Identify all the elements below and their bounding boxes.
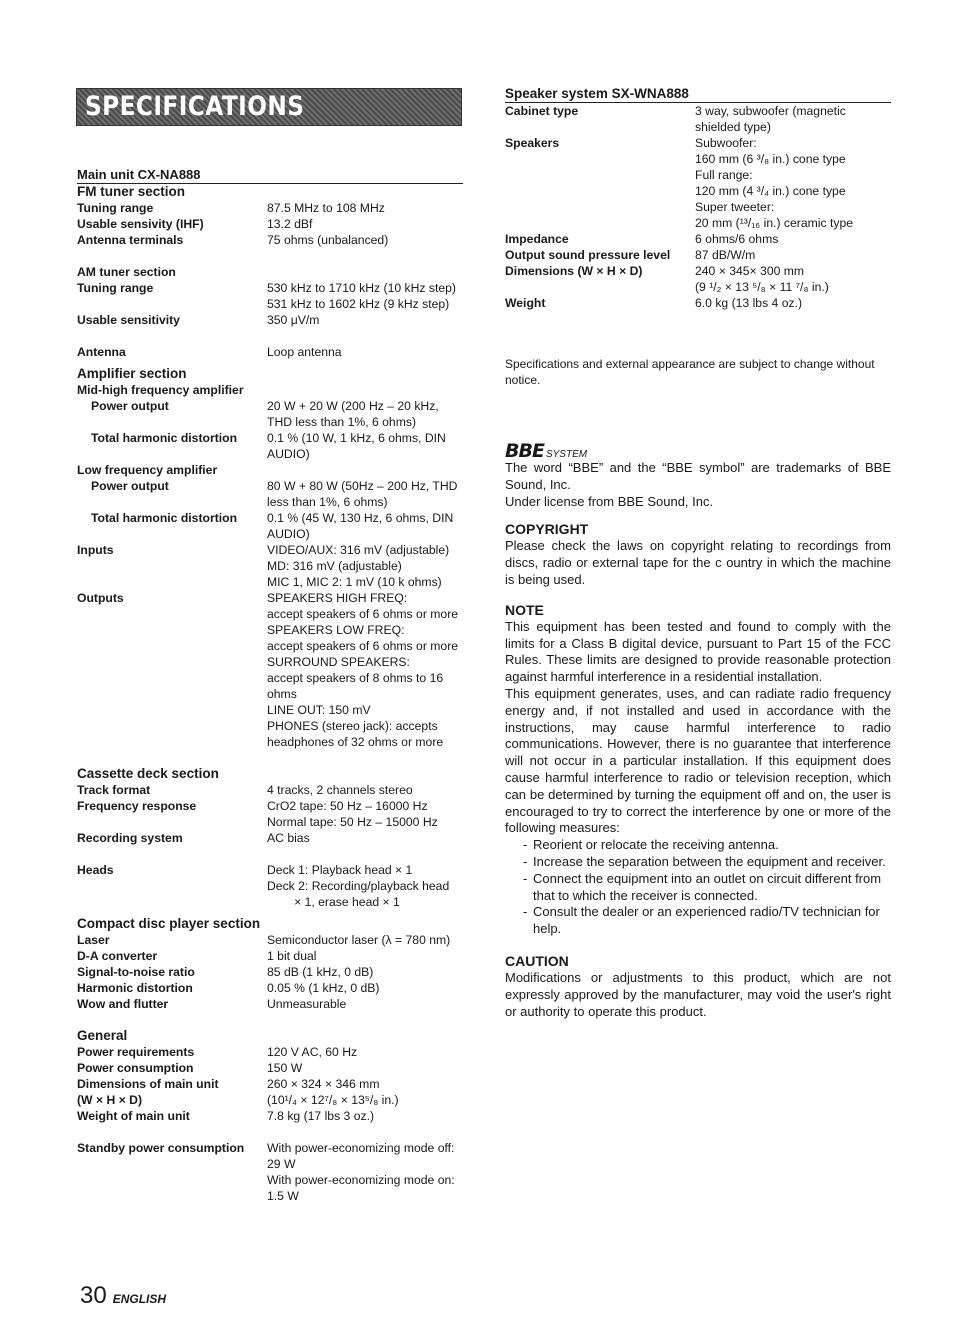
spec-change-notice: Specifications and external appearance are subject to change without notice. [505,357,875,387]
value-line: headphones of 32 ohms or more [267,735,444,749]
spec-row [505,247,891,263]
spec-label: Speakers [505,136,560,150]
spec-label: Impedance [505,232,569,246]
spec-row [77,932,463,948]
page-language: ENGLISH [112,1292,167,1306]
spec-value [267,862,463,910]
spec-label: D-A converter [77,949,158,963]
cd-player-section [77,916,463,1012]
value-line: With power-economizing mode on: [267,1173,455,1187]
value-line: VIDEO/AUX: 316 mV (adjustable) [267,543,450,557]
spec-row [77,200,463,216]
page-number: 30 [80,1282,107,1309]
spec-label: Heads [77,863,114,877]
spec-label: Output sound pressure level [505,248,671,262]
spec-label: Usable sensitivity [77,313,180,327]
value-line: 531 kHz to 1602 kHz (9 kHz step) [267,297,450,311]
value-line: 350 μV/m [267,313,320,327]
spec-value [695,103,891,135]
spec-row [77,1044,463,1060]
general-section [77,1028,463,1204]
cassette-deck-section [77,766,463,910]
value-line: × 1, erase head × 1 [267,895,400,909]
fm-section-title: FM tuner section [77,184,186,199]
bbe-logo [505,442,891,460]
spec-row [77,862,463,910]
standby-power-value [267,1140,463,1204]
spec-row [77,980,463,996]
spec-label: Recording system [77,831,183,845]
value-line: (9 ¹/₂ × 13 ⁵/₈ × 11 ⁷/₈ in.) [695,280,829,294]
value-line: ohms [267,687,297,701]
note-paragraph-2: This equipment generates, uses, and can radiate radio frequency energy and, if not installed and used in accordance with the instructions, may cause harmful interference to radio communications. However, there is no guarantee that interference will not occur in a particular installation. If this equipment does cause harmful interference to radio or television reception, which can be determined by turning the equipment off and on, the user is encouraged to try to correct the interference by one or more of the following measures: [505,685,891,836]
value-line: Full range: [695,168,753,182]
spec-value [267,280,463,312]
spec-label: Harmonic distortion [77,981,193,995]
spec-row [77,948,463,964]
spec-label: Cabinet type [505,104,579,118]
fm-spec-list [77,200,463,248]
spec-value [267,1092,463,1108]
spec-label: Laser [77,933,110,947]
mid-thd-label: Total harmonic distortion [91,431,238,445]
low-thd-label: Total harmonic distortion [91,511,238,525]
value-line: THD less than 1%, 6 ohms) [267,415,417,429]
spec-value [267,1108,463,1124]
spec-label: Dimensions of main unit [77,1077,219,1091]
value-line: (10¹/₄ × 12⁷/₈ × 13⁵/₈ in.) [267,1093,399,1107]
mid-power-output-value [267,398,463,430]
spec-row [505,295,891,311]
spec-value [267,980,463,996]
spec-row [77,216,463,232]
value-line: 20 W + 20 W (200 Hz – 20 kHz, [267,399,439,413]
value-line: 75 ohms (unbalanced) [267,233,389,247]
note-title: NOTE [505,601,544,618]
left-column [77,167,463,1204]
spec-value [267,948,463,964]
spec-value [267,1044,463,1060]
spec-label: (W × H × D) [77,1093,143,1107]
value-line: 260 × 324 × 346 mm [267,1077,380,1091]
copyright-text: Please check the laws on copyright relating to recordings from discs, radio or external tape for the c ountry in which the machine is being used. [505,538,891,587]
spec-row [77,782,463,798]
value-line: 120 V AC, 60 Hz [267,1045,358,1059]
inputs-label: Inputs [77,543,114,557]
value-line: Normal tape: 50 Hz – 15000 Hz [267,815,438,829]
bbe-mark: BBE [505,440,544,462]
general-spec-list [77,1044,463,1124]
page-footer [80,1283,166,1309]
value-line: Unmeasurable [267,997,347,1011]
value-line: 0.1 % (45 W, 130 Hz, 6 ohms, DIN [267,511,454,525]
value-line: 120 mm (4 ³/₄ in.) cone type [695,184,846,198]
spec-value [695,263,891,295]
spec-row [77,996,463,1012]
fm-tuner-section [77,184,463,248]
bbe-trademark-text: The word “BBE” and the “BBE symbol” are trademarks of BBE Sound, Inc. [505,460,891,492]
spec-row [77,344,463,360]
spec-value [695,135,891,231]
value-line: MD: 316 mV (adjustable) [267,559,402,573]
value-line: SPEAKERS LOW FREQ: [267,623,405,637]
value-line: AUDIO) [267,527,310,541]
note-paragraph-1: This equipment has been tested and found to comply with the limits for a Class B digital device, pursuant to Part 15 of the FCC Rules. These limits are designed to provide reasonable protection against harmful interference in a residential installation. [505,618,891,685]
spec-value [267,1060,463,1076]
spec-value [267,830,463,846]
mid-thd-value [267,430,463,462]
cassette-spec-list [77,782,463,910]
outputs-value [267,590,463,750]
spec-row [505,263,891,295]
spec-row [77,280,463,312]
value-line: 85 dB (1 kHz, 0 dB) [267,965,374,979]
low-power-output-label: Power output [91,479,169,493]
spec-row [77,1060,463,1076]
spec-label: Power requirements [77,1045,195,1059]
value-line: Deck 2: Recording/playback head [267,879,450,893]
outputs-label: Outputs [77,591,124,605]
low-thd-value [267,510,463,542]
low-amp-label: Low frequency amplifier [77,463,218,477]
bbe-system-label: SYSTEM [545,449,588,460]
spec-label: Track format [77,783,151,797]
spec-value [695,231,891,247]
value-line: Deck 1: Playback head × 1 [267,863,413,877]
value-line: 29 W [267,1157,296,1171]
value-line: 13.2 dBf [267,217,313,231]
value-line: 1.5 W [267,1189,299,1203]
specifications-banner [76,88,462,126]
spec-value [267,996,463,1012]
value-line: 530 kHz to 1710 kHz (10 kHz step) [267,281,456,295]
value-line: 0.1 % (10 W, 1 kHz, 6 ohms, DIN [267,431,446,445]
value-line: 4 tracks, 2 channels stereo [267,783,413,797]
spec-label: Weight [505,296,546,310]
value-line: shielded type) [695,120,771,134]
spec-label: Wow and flutter [77,997,169,1011]
copyright-title: COPYRIGHT [505,521,589,538]
value-line: Semiconductor laser (λ = 780 nm) [267,933,451,947]
spec-value [267,964,463,980]
right-column [505,86,891,1020]
inputs-value [267,542,463,590]
value-line: 6 ohms/6 ohms [695,232,779,246]
spec-label: Tuning range [77,281,154,295]
spec-label: Antenna [77,345,126,359]
am-section-title: AM tuner section [77,265,176,279]
amplifier-section [77,366,463,750]
value-line: MIC 1, MIC 2: 1 mV (10 k ohms) [267,575,442,589]
spec-value [267,312,463,328]
value-line: 150 W [267,1061,303,1075]
spec-row [77,1108,463,1124]
general-section-title: General [77,1028,128,1043]
note-measures-list [505,837,891,938]
value-line: Subwoofer: [695,136,757,150]
cassette-section-title: Cassette deck section [77,766,219,781]
low-power-output-value [267,478,463,510]
spec-value [267,200,463,216]
speaker-spec-list [505,103,891,327]
spec-label: Signal-to-noise ratio [77,965,195,979]
value-line: LINE OUT: 150 mV [267,703,371,717]
cd-section-title: Compact disc player section [77,916,261,931]
value-line: accept speakers of 6 ohms or more [267,639,459,653]
list-item: - Consult the dealer or an experienced radio/TV technician for help. [523,904,891,938]
spec-value [267,344,463,360]
mid-high-amp-label: Mid-high frequency amplifier [77,383,244,397]
caution-title: CAUTION [505,952,569,969]
value-line: 240 × 345× 300 mm [695,264,805,278]
spec-label: Frequency response [77,799,197,813]
spec-label: Usable sensivity (IHF) [77,217,204,231]
am-spec-list [77,280,463,360]
spec-row [505,103,891,135]
value-line: 3 way, subwoofer (magnetic [695,104,846,118]
spec-row [77,1092,463,1108]
list-item: - Connect the equipment into an outlet on circuit different from that to which the receiver is connected. [523,871,891,905]
value-line: less than 1%, 6 ohms) [267,495,388,509]
value-line: 1 bit dual [267,949,317,963]
spec-value [267,932,463,948]
value-line: PHONES (stereo jack): accepts [267,719,438,733]
spec-row [77,830,463,846]
spec-value [267,798,463,830]
value-line: CrO2 tape: 50 Hz – 16000 Hz [267,799,428,813]
list-item: - Increase the separation between the equipment and receiver. [523,854,891,871]
spec-row [505,135,891,231]
value-line: 87.5 MHz to 108 MHz [267,201,385,215]
am-tuner-section [77,264,463,360]
spec-value [695,295,891,311]
spec-row [77,798,463,830]
value-line: 6.0 kg (13 lbs 4 oz.) [695,296,803,310]
spec-row [77,312,463,328]
value-line: AUDIO) [267,447,310,461]
spec-label: Dimensions (W × H × D) [505,264,643,278]
spec-value [267,216,463,232]
speaker-system-title: Speaker system SX-WNA888 [505,86,891,103]
spec-label: Antenna terminals [77,233,184,247]
spec-label: Power consumption [77,1061,194,1075]
standby-power-label: Standby power consumption [77,1141,245,1155]
spec-value [267,782,463,798]
spec-value [695,247,891,263]
spec-row [77,232,463,248]
value-line: SPEAKERS HIGH FREQ: [267,591,408,605]
amplifier-section-title: Amplifier section [77,366,187,381]
banner-title: SPECIFICATIONS [85,91,305,122]
value-line: 80 W + 80 W (50Hz – 200 Hz, THD [267,479,458,493]
value-line: accept speakers of 8 ohms to 16 [267,671,444,685]
spec-label: Tuning range [77,201,154,215]
value-line: SURROUND SPEAKERS: [267,655,410,669]
cd-spec-list [77,932,463,1012]
spec-label: Weight of main unit [77,1109,190,1123]
value-line: 20 mm (¹³/₁₆ in.) ceramic type [695,216,854,230]
main-unit-title: Main unit CX-NA888 [77,167,463,184]
spec-row [505,231,891,247]
spec-value [267,232,463,248]
value-line: accept speakers of 6 ohms or more [267,607,459,621]
spec-value [267,1076,463,1092]
caution-text: Modifications or adjustments to this product, which are not expressly approved by the manufacturer, may void the user's right or authority to operate this product. [505,969,891,1019]
mid-power-output-label: Power output [91,399,169,413]
value-line: Super tweeter: [695,200,775,214]
bbe-license-text: Under license from BBE Sound, Inc. [505,493,714,509]
value-line: 87 dB/W/m [695,248,756,262]
value-line: 0.05 % (1 kHz, 0 dB) [267,981,380,995]
list-item: - Reorient or relocate the receiving antenna. [523,837,891,854]
value-line: 7.8 kg (17 lbs 3 oz.) [267,1109,375,1123]
value-line: With power-economizing mode off: [267,1141,455,1155]
value-line: Loop antenna [267,345,342,359]
value-line: 160 mm (6 ³/₈ in.) cone type [695,152,846,166]
spec-row [77,964,463,980]
value-line: AC bias [267,831,310,845]
spec-row [77,1076,463,1092]
